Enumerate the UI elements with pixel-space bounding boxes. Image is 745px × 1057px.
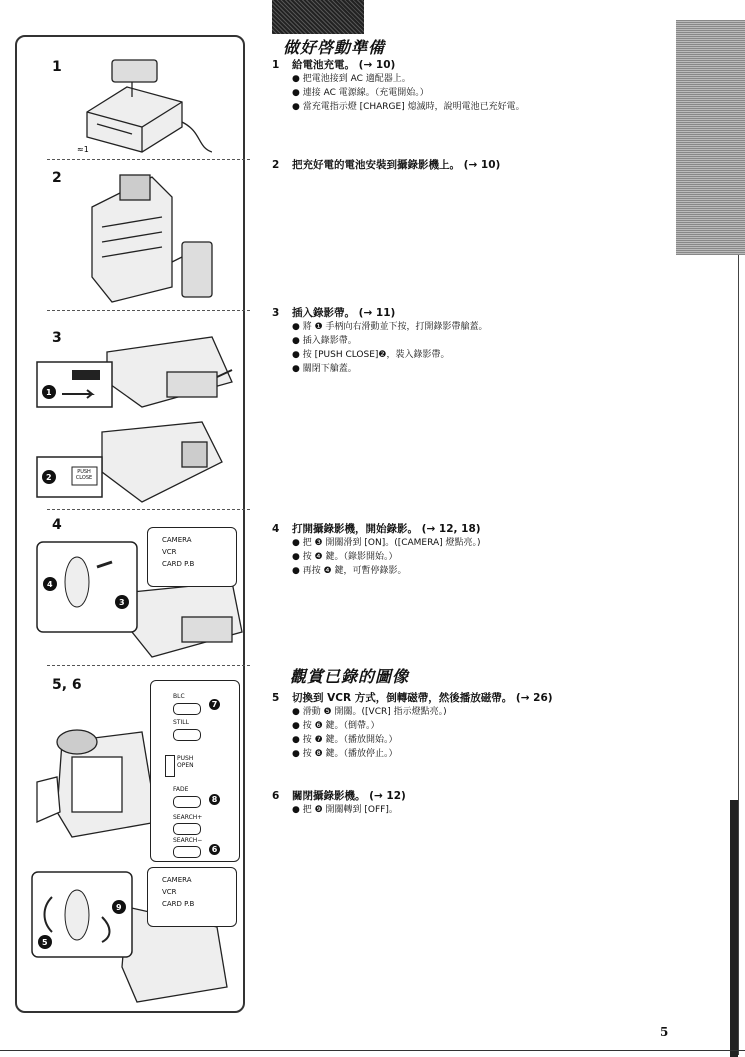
step-5 [272,690,553,761]
bullet-item: ● 將 ❶ 手柄向右滑動並下按，打開錄影帶艙蓋。 [292,322,488,332]
section-title-prepare: 做好啓動準備 [283,38,386,57]
lamp-camera: CAMERA [162,536,192,544]
svg-text:3: 3 [119,598,125,607]
blc-button[interactable] [173,703,201,715]
bullet-item: ● 把電池接到 AC 適配器上。 [292,74,411,84]
panel-divider [47,159,250,160]
illus-label-3: 3 [52,330,62,346]
search-minus-button[interactable] [173,846,201,858]
lamp-card-pb: CARD P.B [162,560,195,568]
search-plus-label: SEARCH+ [173,814,203,821]
callout-8: 8 [209,794,220,805]
push-open-switch[interactable] [165,755,175,777]
bullet-item: ● 把 ❸ 開關滑到 [ON]。([CAMERA] 燈點亮。) [292,538,481,548]
header-block [272,0,364,34]
bullet-item: ● 按 ❹ 鍵。（錄影開始。） [292,552,398,562]
vcr-button-panel [150,680,240,862]
cassette-insert-illustration [32,322,237,507]
svg-text:9: 9 [116,903,122,912]
lamp-vcr: VCR [162,548,177,556]
page-reference: (→ 11) [358,307,396,319]
panel-divider [47,509,250,510]
fade-label: FADE [173,786,189,793]
step-2 [272,157,500,172]
illus-label-2: 2 [52,170,62,186]
battery-mount-illustration [72,167,232,307]
side-index-tab [676,20,745,255]
search-plus-button[interactable] [173,823,201,835]
step-6 [272,788,406,817]
search-minus-label: SEARCH− [173,837,203,844]
step-heading: 插入錄影帶。 [292,307,355,319]
page-reference: (→ 26) [515,692,553,704]
page-reference: (→ 10) [463,159,501,171]
charger-illustration [72,52,212,157]
step-heading: 把充好電的電池安裝到攝錄影機上。 [292,159,460,171]
step-number: 6 [272,790,280,802]
bullet-item: ● 按 ❽ 鍵。（播放停止。） [292,749,398,759]
svg-text:2: 2 [46,473,52,482]
bullet-item: ● 滑動 ❺ 開關。([VCR] 指示燈點亮。) [292,707,447,717]
bullet-item: ● 把 ❾ 開關轉到 [OFF]。 [292,805,398,815]
step-number: 5 [272,692,280,704]
panel-divider [47,310,250,311]
section-title-playback: 觀賞已錄的圖像 [290,667,410,686]
lamp-camera: CAMERA [162,876,192,884]
mode-lamp-panel-2 [147,867,237,927]
callout-6: 6 [209,844,220,855]
page-number: 5 [660,1025,669,1039]
fade-button[interactable] [173,796,201,808]
panel-divider [47,665,250,666]
lamp-vcr: VCR [162,888,177,896]
callout-7: 7 [209,699,220,710]
step-4 [272,521,481,578]
binding-edge-line [738,255,739,1055]
step-1 [272,57,525,114]
page-bottom-line [0,1050,745,1051]
svg-text:≈1: ≈1 [77,145,89,154]
push-close-label: PUSH CLOSE [75,469,93,481]
push-open-label: PUSH OPEN [177,755,194,769]
bullet-item: ● 當充電指示燈 [CHARGE] 熄滅時，說明電池已充好電。 [292,102,525,112]
step-heading: 給電池充電。 [292,59,355,71]
step-number: 3 [272,307,280,319]
step-number: 2 [272,159,280,171]
page-reference: (→ 10) [358,59,396,71]
step-heading: 切換到 VCR 方式，倒轉磁帶，然後播放磁帶。 [292,692,513,704]
bullet-item: ● 插入錄影帶。 [292,336,357,346]
bullet-item: ● 再按 ❹ 鍵，可暫停錄影。 [292,566,407,576]
lamp-card-pb: CARD P.B [162,900,195,908]
bullet-item: ● 按 ❻ 鍵。（倒帶。） [292,721,380,731]
svg-text:4: 4 [47,580,53,589]
step-3 [272,305,488,376]
svg-text:5: 5 [42,938,48,947]
bullet-item: ● 按 ❼ 鍵。（播放開始。） [292,735,398,745]
step-number: 4 [272,523,280,535]
still-label: STILL [173,719,189,726]
bullet-item: ● 關閉下艙蓋。 [292,364,357,374]
step-heading: 關閉攝錄影機。 [292,790,366,802]
illus-label-5-6: 5, 6 [52,677,82,693]
blc-label: BLC [173,693,185,700]
bullet-item: ● 按 [PUSH CLOSE]❷，裝入錄影帶。 [292,350,450,360]
binding-edge-bar [730,800,738,1057]
still-button[interactable] [173,729,201,741]
svg-text:1: 1 [46,388,52,397]
step-heading: 打開攝錄影機，開始錄影。 [292,523,418,535]
step-number: 1 [272,59,280,71]
illustration-panel [15,35,245,1013]
mode-lamp-panel [147,527,237,587]
illus-label-4: 4 [52,517,62,533]
page-reference: (→ 12) [369,790,406,802]
illus-label-1: 1 [52,59,62,75]
bullet-item: ● 連接 AC 電源線。（充電開始。） [292,88,429,98]
page-reference: (→ 12, 18) [421,523,481,535]
